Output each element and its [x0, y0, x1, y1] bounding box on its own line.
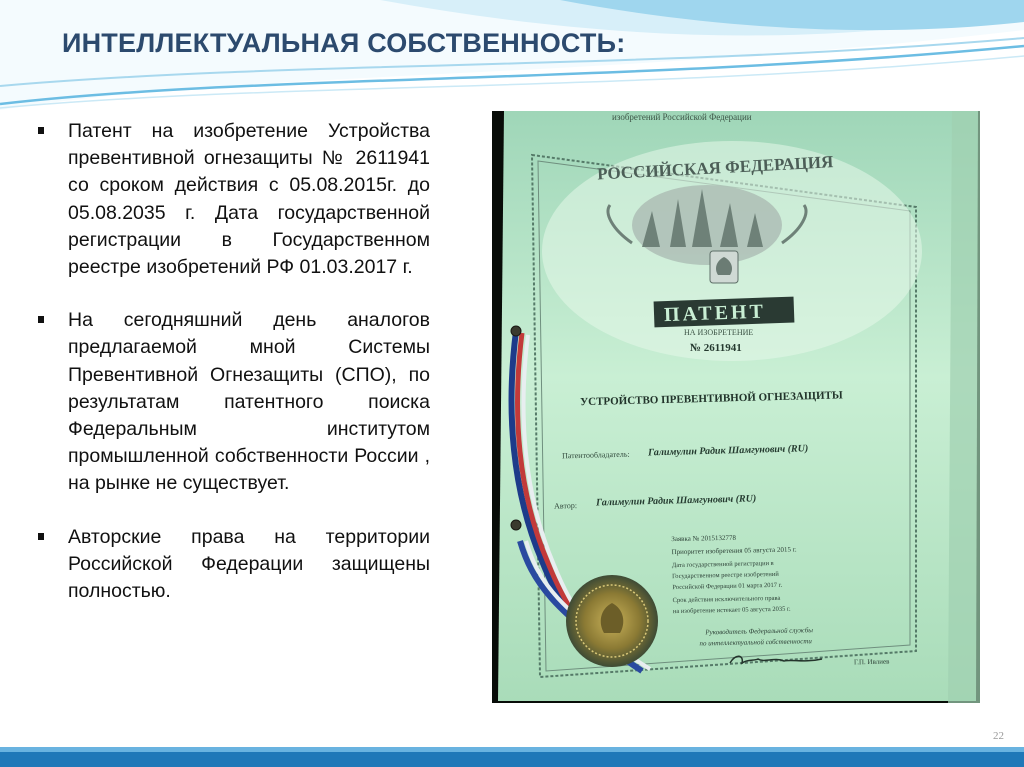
- patent-signer: Г.П. Ивлиев: [853, 657, 890, 667]
- patent-reg-line: Государственном реестре изобретений: [672, 570, 779, 581]
- coat-of-arms-icon: [710, 251, 738, 283]
- patent-priority: Приоритет изобретения 05 августа 2015 г.: [671, 545, 797, 557]
- patent-head-line: по интеллектуальной собственности: [699, 637, 812, 648]
- patent-author-label: Автор:: [553, 501, 578, 511]
- grommet-icon: [511, 520, 521, 530]
- wax-seal-icon: [566, 575, 658, 667]
- patent-number: № 2611941: [690, 342, 742, 354]
- bullet-no-analogues: [38, 307, 430, 497]
- patent-doc-type: ПАТЕНТ: [663, 300, 767, 327]
- patent-head-line: Руководитель Федеральной службы: [705, 626, 814, 637]
- bullet-marker-icon: [38, 127, 44, 134]
- slide-number: 22: [993, 730, 1004, 742]
- patent-header-small: изобретений Российской Федерации: [612, 112, 752, 122]
- bullet-copyright: [38, 524, 430, 606]
- patent-term-line: Срок действия исключительного права: [672, 594, 781, 605]
- bullet-text: Патент на изобретение Устройства превентивной огнезащиты № 2611941 со сроком действия с 05.08.2015г. до 05.08.2035 г. Дата государственной регистрации в Государственном реестре изобретений РФ 01.03.2017 г.: [68, 120, 430, 279]
- patent-application: Заявка № 2015132778: [671, 533, 737, 544]
- top-wave-decoration: [0, 0, 1024, 120]
- bullet-patent: [38, 118, 430, 281]
- patent-term-line: на изобретение истекает 05 августа 2035 г.: [672, 605, 791, 616]
- bullet-text: Авторские права на территории Российской Федерации защищены полностью.: [68, 525, 430, 603]
- grommet-icon: [511, 326, 521, 336]
- slide-title: ИНТЕЛЛЕКТУАЛЬНАЯ СОБСТВЕННОСТЬ:: [62, 28, 626, 58]
- patent-reg-line: Дата государственной регистрации в: [671, 559, 774, 570]
- patent-author: Галимулин Радик Шамгунович (RU): [595, 493, 757, 509]
- bullet-marker-icon: [38, 533, 44, 540]
- bullet-text: На сегодняшний день аналогов предлагаемой мной Системы Превентивной Огнезащиты (СПО), по результатам патентного поиска Федеральным институтом промышленной собственности России , на рынке не существует.: [68, 309, 430, 495]
- patent-photo: [492, 111, 980, 703]
- patent-invention-title: УСТРОЙСТВО ПРЕВЕНТИВНОЙ ОГНЕЗАЩИТЫ: [579, 389, 843, 409]
- patent-holder: Галимулин Радик Шамгунович (RU): [647, 443, 809, 459]
- patent-holder-label: Патентообладатель:: [561, 449, 630, 461]
- bottom-bar: [0, 752, 1024, 767]
- bullet-marker-icon: [38, 316, 44, 323]
- patent-country: РОССИЙСКАЯ ФЕДЕРАЦИЯ: [596, 152, 834, 184]
- bullet-list: [38, 118, 430, 631]
- patent-doc-subtype: НА ИЗОБРЕТЕНИЕ: [684, 328, 754, 337]
- patent-stamp: [654, 297, 795, 328]
- patent-reg-line: Российской Федерации 01 марта 2017 г.: [672, 581, 783, 592]
